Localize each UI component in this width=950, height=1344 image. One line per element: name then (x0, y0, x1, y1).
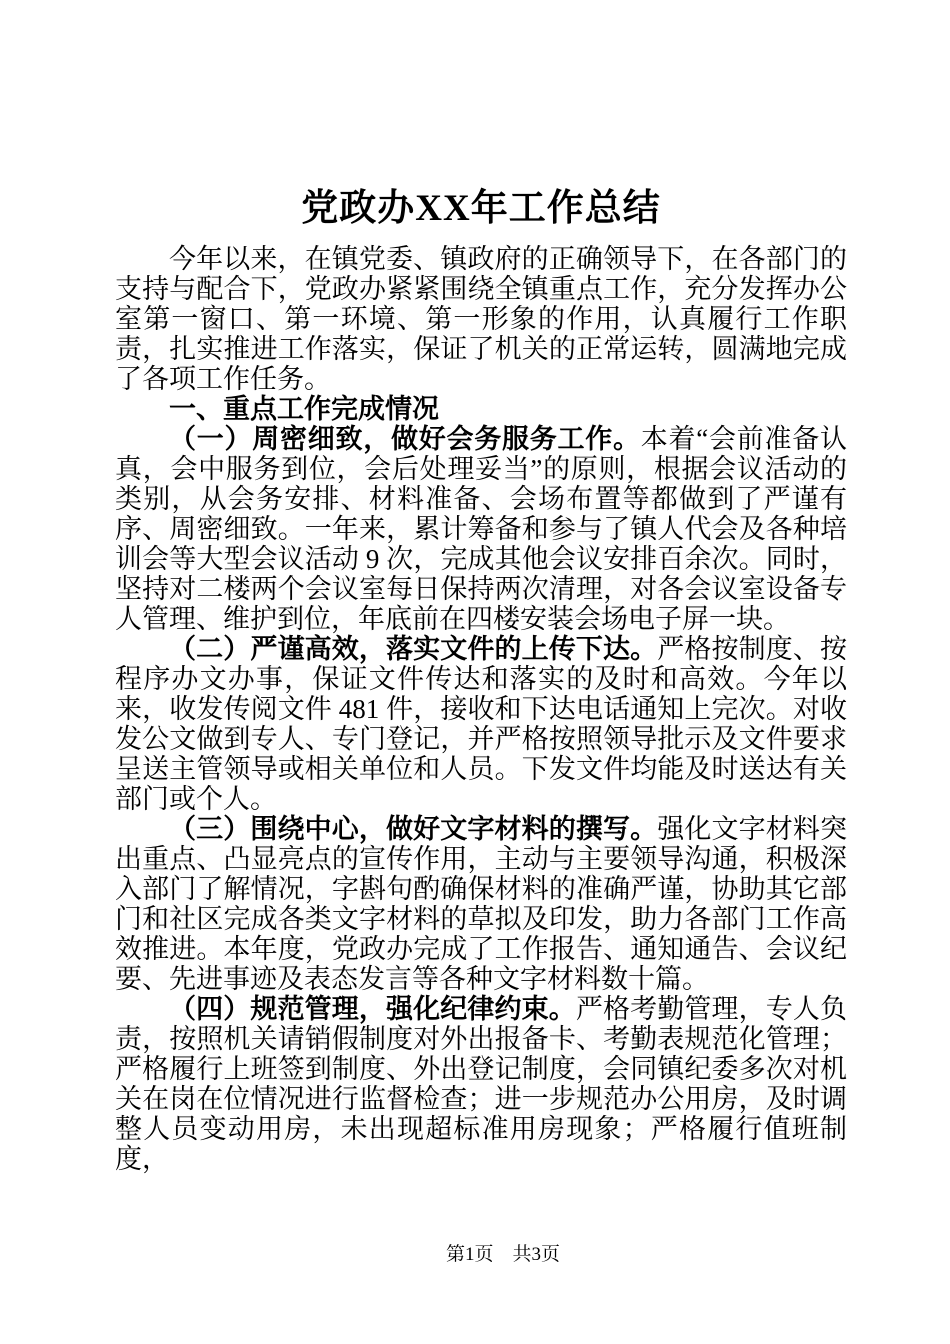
paragraph-body-2: 严格按制度、按程序办文办事，保证文件传达和落实的及时和高效。今年以来，收发传阅文件 481 件，接收和下达电话通知上完次。对收发公文做到专人、专门登记，并严格按照领导批示及文件要求呈送主管领导或相关单位和人员。下发文件均能及时送达有关部门或个人。 (115, 634, 847, 814)
section-paragraph-3 (115, 814, 847, 994)
section-heading: 一、重点工作完成情况 (169, 394, 439, 424)
paragraph-lead-2: （二）严谨高效，落实文件的上传下达。 (169, 634, 658, 664)
paragraph-body-4: 严格考勤管理，专人负责，按照机关请销假制度对外出报备卡、考勤表规范化管理；严格履行上班签到制度、外出登记制度，会同镇纪委多次对机关在岗在位情况进行监督检查；进一步规范办公用房，及时调整人员变动用房，未出现超标准用房现象；严格履行值班制度， (115, 994, 847, 1174)
paragraph-lead-1: （一）周密细致，做好会务服务工作。 (169, 424, 641, 454)
section-paragraph-2 (115, 634, 847, 814)
section-paragraph-4 (115, 994, 847, 1174)
paragraph-lead-3: （三）围绕中心，做好文字材料的撰写。 (169, 814, 658, 844)
paragraph-body-1: 本着“会前准备认真，会中服务到位，会后处理妥当”的原则，根据会议活动的类别，从会务安排、材料准备、会场布置等都做到了严谨有序、周密细致。一年来，累计筹备和参与了镇人代会及各种培训会等大型会议活动 9 次，完成其他会议安排百余次。同时，坚持对二楼两个会议室每日保持两次清理，对各会议室设备专人管理、维护到位，年底前在四楼安装会场电子屏一块。 (115, 424, 848, 634)
page-number-footer: 第1页 共3页 (445, 1244, 560, 1265)
paragraph-lead-4: （四）规范管理，强化纪律约束。 (169, 994, 576, 1024)
intro-paragraph: 今年以来，在镇党委、镇政府的正确领导下，在各部门的支持与配合下，党政办紧紧围绕全镇重点工作，充分发挥办公室第一窗口、第一环境、第一形象的作用，认真履行工作职责，扎实推进工作落实，保证了机关的正常运转，圆满地完成了各项工作任务。 (115, 244, 847, 394)
section-paragraph-1 (115, 424, 847, 634)
paragraph-body-3: 强化文字材料突出重点、凸显亮点的宣传作用，主动与主要领导沟通，积极深入部门了解情况，字斟句酌确保材料的准确严谨，协助其它部门和社区完成各类文字材料的草拟及印发，助力各部门工作高效推进。本年度，党政办完成了工作报告、通知通告、会议纪要、先进事迹及表态发言等各种文字材料数十篇。 (115, 814, 847, 994)
document-body (115, 244, 847, 1174)
document-title: 党政办XX年工作总结 (301, 188, 661, 229)
document-content (115, 0, 847, 1174)
